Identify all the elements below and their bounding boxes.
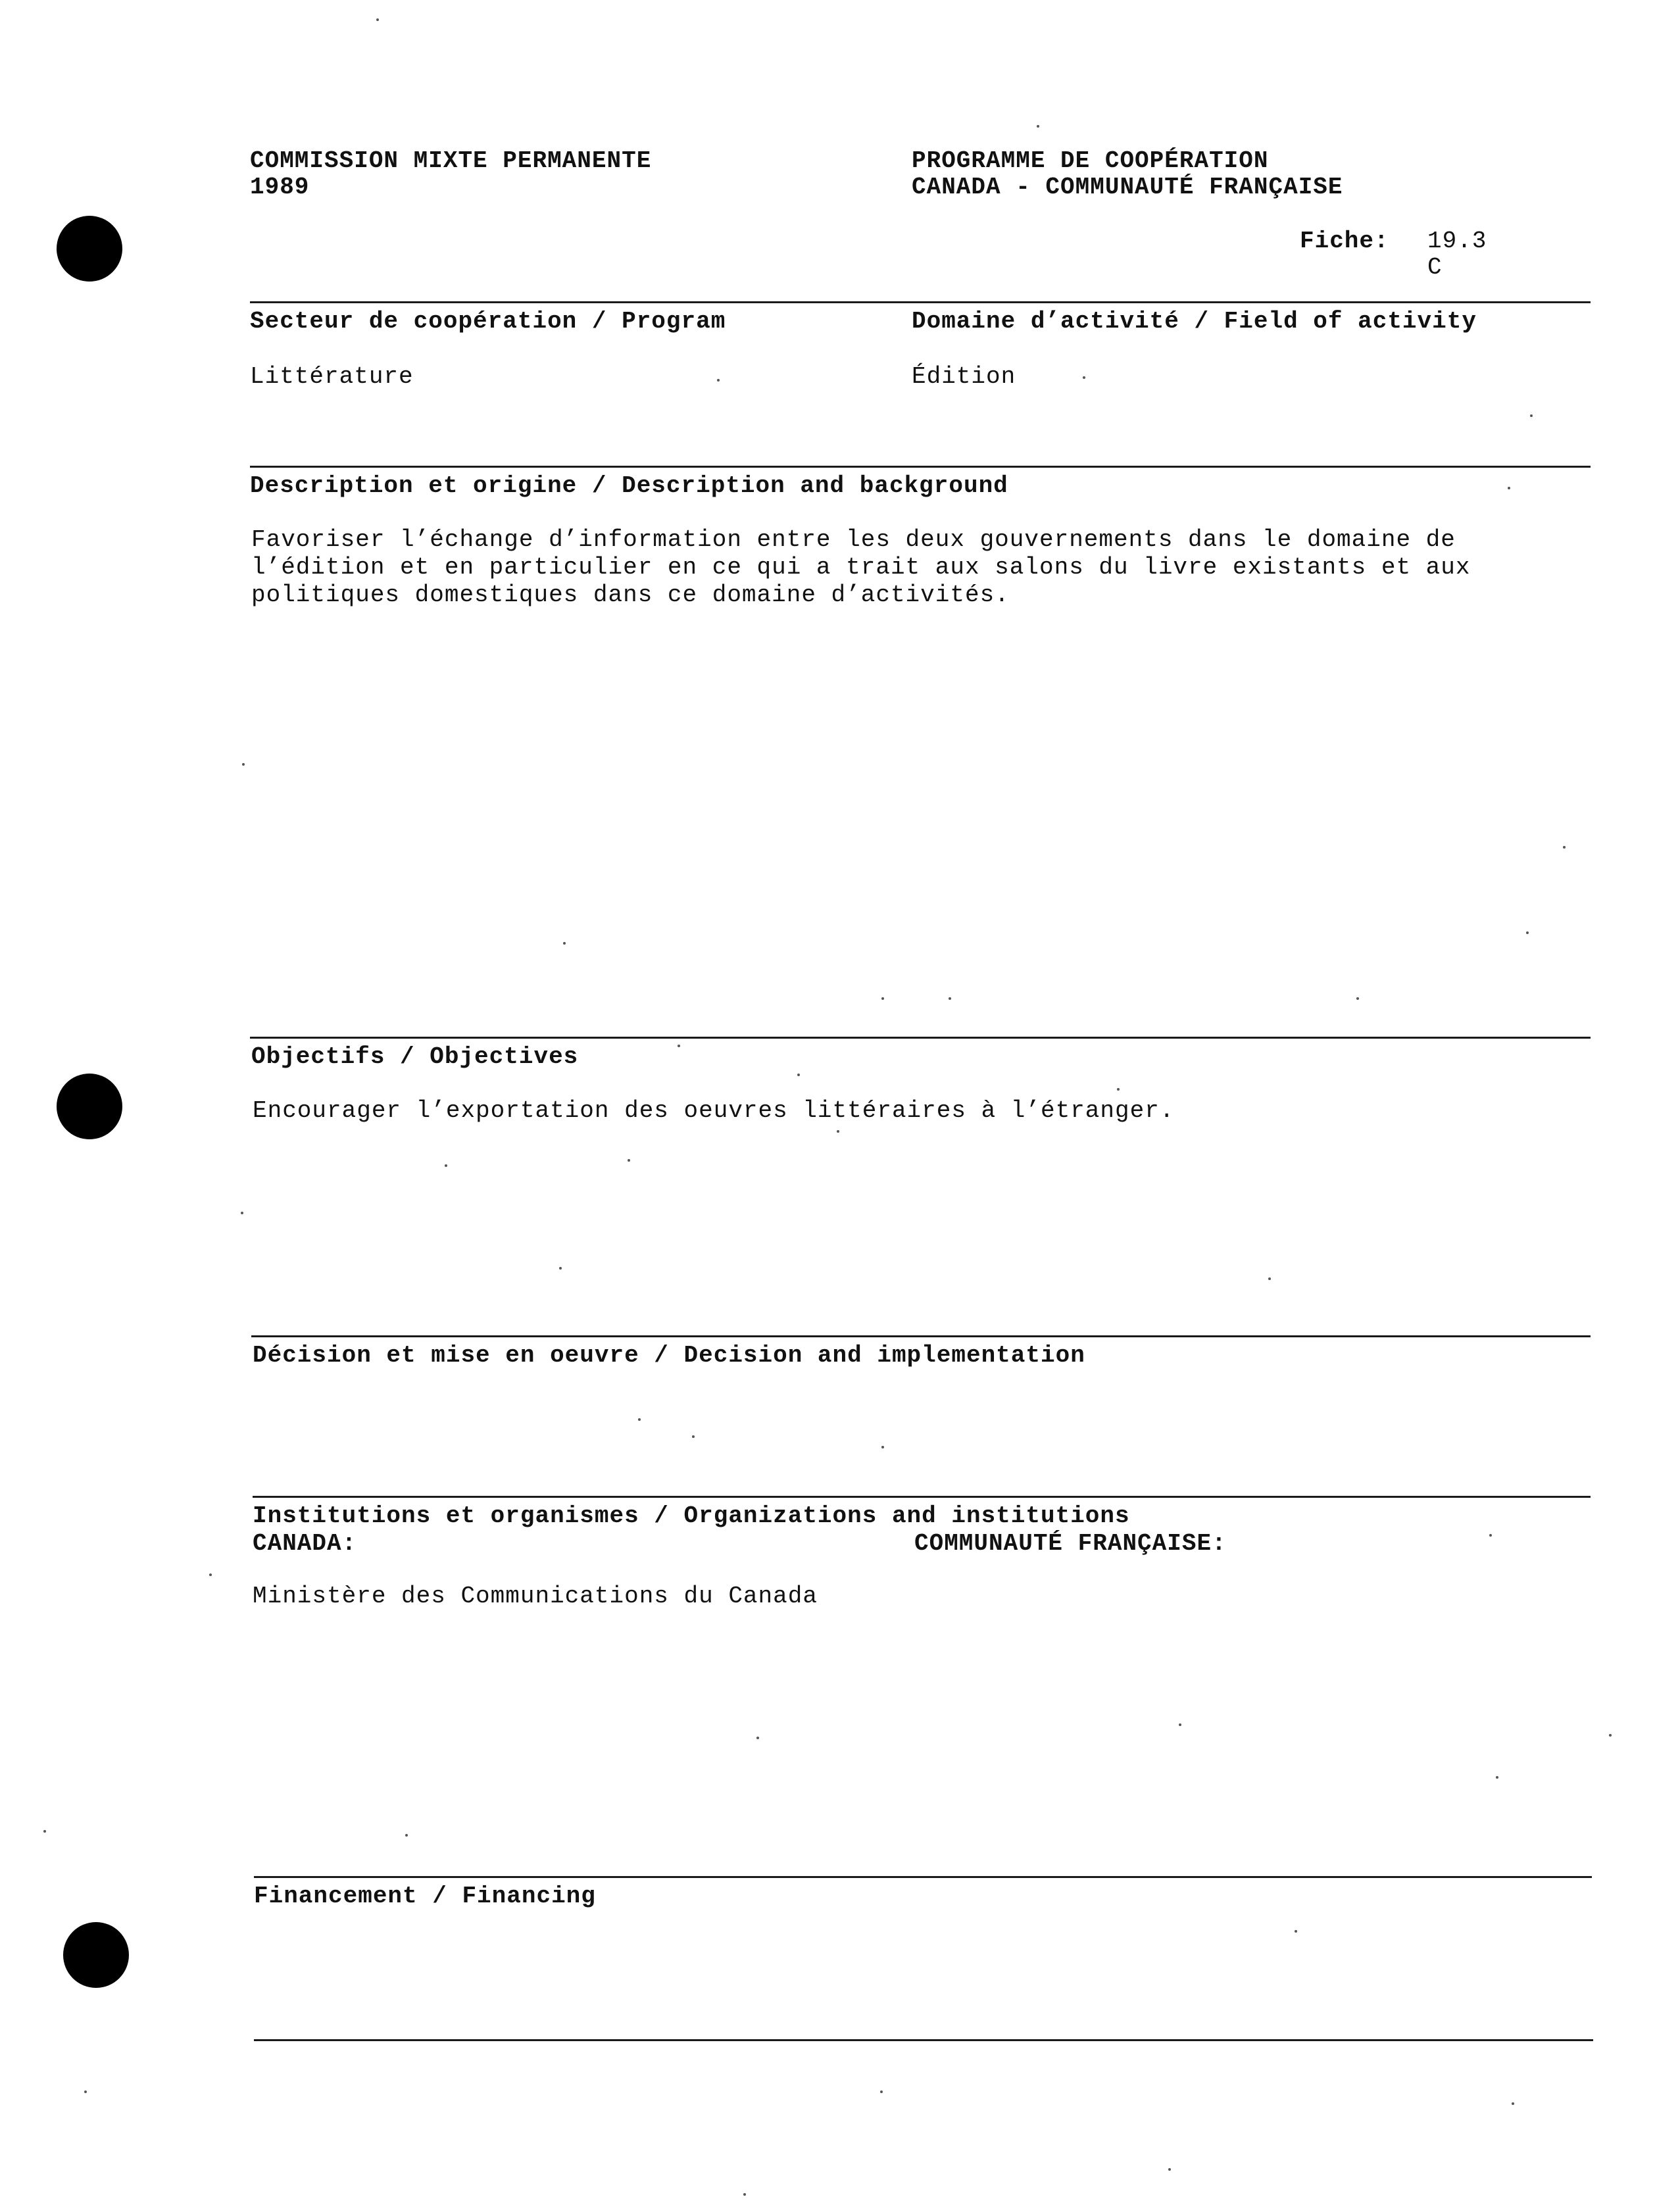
field-value: Édition xyxy=(912,363,1016,390)
scan-speck xyxy=(1179,1723,1181,1726)
scan-speck xyxy=(1168,2168,1171,2171)
scan-speck xyxy=(628,1159,630,1162)
scan-speck xyxy=(756,1737,759,1739)
scan-speck xyxy=(880,2090,883,2093)
header-programme: PROGRAMME DE COOPÉRATION xyxy=(912,147,1269,174)
scan-speck xyxy=(1563,846,1566,849)
section-divider xyxy=(254,1876,1592,1878)
scan-speck xyxy=(1512,2102,1514,2105)
scan-speck xyxy=(881,997,884,1000)
scan-speck xyxy=(743,2193,746,2196)
program-value: Littérature xyxy=(250,363,414,390)
scan-speck xyxy=(678,1045,680,1047)
scan-speck xyxy=(692,1435,695,1438)
scan-speck xyxy=(1508,487,1510,489)
description-heading: Description et origine / Description and background xyxy=(250,472,1008,499)
binder-hole-middle xyxy=(57,1074,122,1139)
fiche-label: Fiche: xyxy=(1300,228,1389,255)
binder-hole-bottom xyxy=(63,1922,129,1988)
fiche-suffix: C xyxy=(1427,254,1443,281)
scan-speck xyxy=(405,1834,408,1837)
scan-speck xyxy=(1489,1534,1492,1537)
header-year: 1989 xyxy=(250,174,310,201)
section-divider xyxy=(250,466,1591,468)
scan-speck xyxy=(1526,931,1529,934)
communaute-francaise-label: COMMUNAUTÉ FRANÇAISE: xyxy=(914,1530,1227,1557)
scan-speck xyxy=(638,1418,641,1421)
scan-speck xyxy=(797,1074,800,1076)
section-divider xyxy=(251,1335,1591,1337)
header-canada-communaute: CANADA - COMMUNAUTÉ FRANÇAISE xyxy=(912,174,1343,201)
scan-speck xyxy=(1295,1930,1297,1933)
scan-speck xyxy=(376,18,379,21)
description-line: l’édition et en particulier en ce qui a trait aux salons du livre existants et aux xyxy=(251,554,1471,581)
scan-speck xyxy=(1117,1088,1120,1091)
scan-speck xyxy=(949,997,951,1000)
scan-speck xyxy=(1356,997,1359,1000)
institutions-heading: Institutions et organismes / Organizations and institutions xyxy=(253,1502,1130,1529)
scan-speck xyxy=(445,1164,447,1167)
program-heading: Secteur de coopération / Program xyxy=(250,308,726,335)
description-line: Favoriser l’échange d’information entre les deux gouvernements dans le domaine de xyxy=(251,526,1456,553)
scan-speck xyxy=(837,1130,839,1133)
scan-speck xyxy=(1037,125,1039,128)
scan-speck xyxy=(1268,1277,1271,1280)
financing-heading: Financement / Financing xyxy=(254,1883,596,1910)
scan-speck xyxy=(1496,1776,1498,1779)
description-line: politiques domestiques dans ce domaine d’activités. xyxy=(251,581,1010,608)
section-divider xyxy=(254,2039,1593,2041)
canada-institution: Ministère des Communications du Canada xyxy=(253,1583,818,1610)
scan-speck xyxy=(563,942,566,945)
decision-heading: Décision et mise en oeuvre / Decision and implementation xyxy=(253,1342,1085,1369)
binder-hole-top xyxy=(57,216,122,282)
section-divider xyxy=(250,301,1591,303)
scan-speck xyxy=(84,2090,87,2093)
objectives-text: Encourager l’exportation des oeuvres littéraires à l’étranger. xyxy=(253,1097,1175,1124)
scan-speck xyxy=(242,763,245,766)
objectives-heading: Objectifs / Objectives xyxy=(251,1043,579,1070)
field-heading: Domaine d’activité / Field of activity xyxy=(912,308,1477,335)
scan-speck xyxy=(241,1212,243,1214)
fiche-number: 19.3 xyxy=(1427,228,1487,255)
section-divider xyxy=(250,1037,1591,1039)
scan-speck xyxy=(43,1830,46,1833)
scan-speck xyxy=(717,379,720,382)
scan-speck xyxy=(881,1446,884,1448)
scan-speck xyxy=(1530,414,1533,417)
header-commission: COMMISSION MIXTE PERMANENTE xyxy=(250,147,652,174)
canada-label: CANADA: xyxy=(253,1530,357,1557)
section-divider xyxy=(253,1496,1591,1498)
scan-speck xyxy=(1083,376,1085,379)
scan-speck xyxy=(1609,1734,1612,1737)
scan-speck xyxy=(209,1573,212,1576)
scan-speck xyxy=(559,1267,562,1270)
